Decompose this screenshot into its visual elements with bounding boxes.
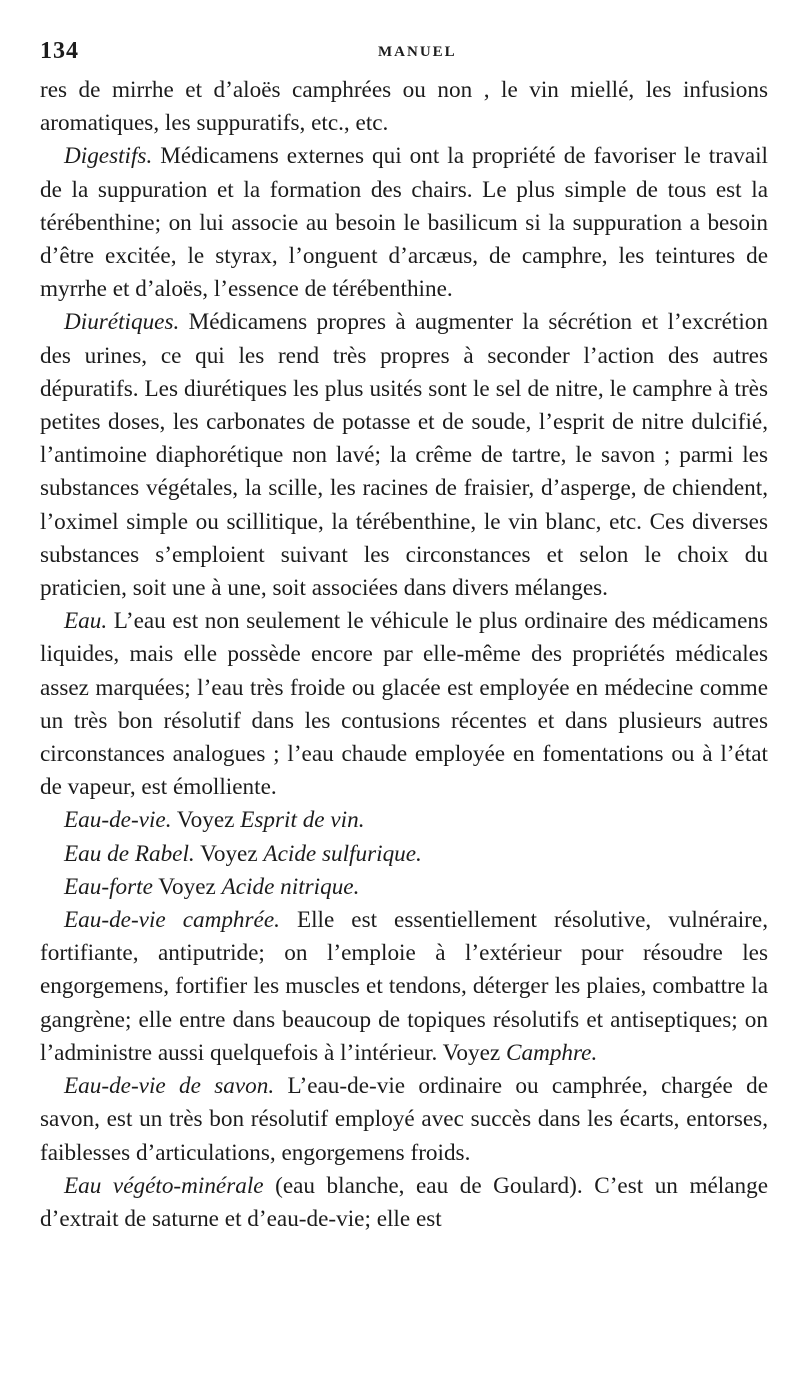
entry-term: Eau-de-vie camphrée.	[64, 907, 280, 934]
cross-reference: Camphre.	[506, 1039, 598, 1066]
entry-eau-de-vie-de-savon	[40, 1070, 768, 1170]
body-text	[40, 74, 768, 1236]
entry-term: Eau.	[64, 608, 108, 635]
entry-body: (eau blanche, eau de Goulard). C’est un mélange d’extrait de saturne et d’eau-de-vie; elle est	[40, 1172, 768, 1232]
entry-term: Eau végéto-minérale	[64, 1172, 264, 1199]
entry-eau-forte	[40, 871, 768, 904]
entry-term: Eau-de-vie de savon.	[64, 1073, 275, 1100]
cross-reference: Acide sulfurique.	[263, 840, 422, 867]
book-page	[40, 38, 768, 1236]
cross-reference: Esprit de vin.	[240, 807, 365, 834]
entry-eau-de-vie-camphree	[40, 904, 768, 1070]
entry-eau-de-vie	[40, 804, 768, 837]
entry-term: Diurétiques.	[64, 309, 180, 336]
entry-body: Médicamens externes qui ont la propriété de favoriser le travail de la suppuration et la formation des chairs. Le plus simple de tous est la térébenthine; on lui associe au besoin le basilicum si la suppuration a besoin d’être excitée, le styrax, l’onguent d’arcæus, de camphre, les teintures de myrrhe et d’aloës, l’essence de térébenthine.	[40, 143, 768, 303]
running-head	[40, 38, 768, 72]
paragraph-body: res de mirrhe et d’aloës camphrées ou non , le vin miellé, les infusions aromatiques, les suppuratifs, etc., etc.	[40, 77, 768, 137]
entry-diuretiques	[40, 306, 768, 605]
entry-term: Digestifs.	[64, 143, 153, 170]
entry-term: Eau-forte	[64, 873, 153, 900]
entry-body: Voyez	[152, 873, 222, 900]
running-title: MANUEL	[378, 44, 457, 60]
entry-eau	[40, 605, 768, 804]
paragraph-continuation	[40, 74, 768, 140]
entry-body: Voyez	[171, 807, 241, 834]
entry-digestifs	[40, 140, 768, 306]
entry-eau-de-rabel	[40, 838, 768, 871]
entry-body: Elle est essentiellement résolutive, vulnéraire, fortifiante, antiputride; on l’emploie à l’extérieur pour résoudre les engorgemens, fortifier les muscles et tendons, déterger les plaies, combattre la gangrène; elle entre dans beaucoup de topiques résolutifs et antiseptiques; on l’administre aussi quelquefois à l’intérieur. Voyez	[40, 907, 768, 1066]
entry-body: L’eau-de-vie ordinaire ou camphrée, chargée de savon, est un très bon résolutif employé avec succès dans les écarts, entorses, faiblesses d’articulations, engorgemens froids.	[40, 1073, 768, 1166]
entry-body: Médicamens propres à augmenter la sécrétion et l’excrétion des urines, ce qui les rend très propres à seconder l’action des autres dépuratifs. Les diurétiques les plus usités sont le sel de nitre, le camphre à très petites doses, les carbonates de potasse et de soude, l’esprit de nitre dulcifié, l’antimoine diaphorétique non lavé; la crême de tartre, le savon ; parmi les substances végétales, la scille, les racines de fraisier, d’asperge, de chiendent, l’oximel simple ou scillitique, la térébenthine, le vin blanc, etc. Ces diverses substances s’emploient suivant les circonstances et selon le choix du praticien, soit une à une, soit associées dans divers mélanges.	[40, 309, 768, 602]
entry-term: Eau-de-vie.	[64, 807, 172, 834]
cross-reference: Acide nitrique.	[221, 873, 360, 900]
page-number: 134	[40, 38, 79, 64]
entry-term: Eau de Rabel.	[64, 840, 195, 867]
entry-body: Voyez	[194, 840, 264, 867]
entry-body: L’eau est non seulement le véhicule le plus ordinaire des médicamens liquides, mais elle possède encore par elle-même des propriétés médicales assez marquées; l’eau très froide ou glacée est employée en médecine comme un très bon résolutif dans les contusions récentes et dans plusieurs autres circonstances analogues ; l’eau chaude employée en fomentations ou à l’état de vapeur, est émolliente.	[40, 608, 768, 801]
entry-eau-vegeto-minerale	[40, 1170, 768, 1236]
